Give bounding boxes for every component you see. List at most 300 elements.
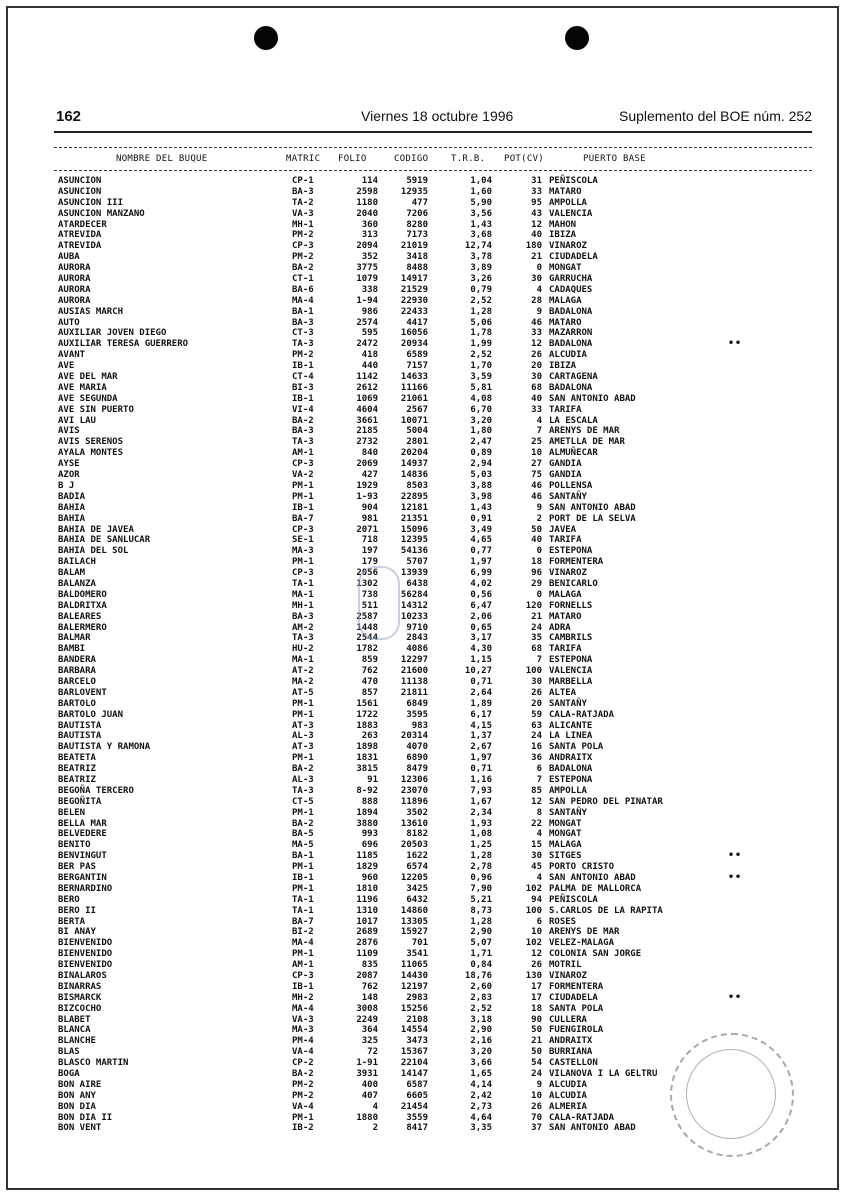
folio: 1929	[356, 480, 378, 491]
codigo: 23070	[400, 785, 428, 796]
matricula: VI-4	[292, 404, 314, 415]
matricula: VA-4	[292, 1101, 314, 1112]
folio: 2056	[356, 568, 378, 579]
puerto-base: GANDIA	[549, 459, 582, 470]
codigo: 1622	[406, 851, 428, 862]
matricula: TA-1	[292, 905, 314, 916]
potencia: 31	[531, 176, 542, 186]
trb: 1,78	[470, 328, 492, 339]
potencia: 17	[531, 981, 542, 992]
trb: 5,03	[470, 470, 492, 481]
vessel-name: BOGA	[58, 1069, 80, 1080]
puerto-base: SANTA POLA	[549, 742, 604, 753]
potencia: 12	[531, 949, 542, 960]
trb: 4,15	[470, 720, 492, 731]
puerto-base: VINAROZ	[549, 971, 587, 982]
puerto-base: ALICANTE	[549, 720, 593, 731]
folio: 418	[361, 350, 378, 361]
puerto-base: ARENYS DE MAR	[549, 426, 620, 437]
trb: 0,89	[470, 448, 492, 459]
puerto-base: CASTELLON	[549, 1058, 598, 1069]
vessel-name: BALMAR	[58, 633, 91, 644]
trb: 1,37	[470, 731, 492, 742]
potencia: 63	[531, 720, 542, 731]
trb: 1,28	[470, 306, 492, 317]
puerto-base: PEÑISCOLA	[549, 894, 598, 905]
table-row	[0, 481, 849, 492]
folio: 2094	[356, 241, 378, 252]
col-header-codigo: CODIGO	[394, 154, 429, 164]
matricula: IB-1	[292, 981, 314, 992]
puerto-base: ANDRAITX	[549, 1036, 593, 1047]
potencia: 12	[531, 796, 542, 807]
trb: 2,90	[470, 927, 492, 938]
potencia: 7	[536, 655, 542, 666]
puerto-base: MATARO	[549, 186, 582, 197]
potencia: 40	[531, 535, 542, 546]
codigo: 14312	[400, 600, 428, 611]
folio: 1017	[356, 916, 378, 927]
matricula: MA-1	[292, 589, 314, 600]
potencia: 35	[531, 633, 542, 644]
vessel-name: ATREVIDA	[58, 230, 102, 241]
potencia: 59	[531, 709, 542, 720]
folio: 1831	[356, 753, 378, 764]
vessel-name: BELVEDERE	[58, 829, 107, 840]
table-row	[0, 328, 849, 339]
puerto-base: CARTAGENA	[549, 372, 598, 383]
potencia: 0	[536, 546, 542, 557]
puerto-base: GANDIA	[549, 470, 582, 481]
matricula: PM-1	[292, 862, 314, 873]
codigo: 6438	[406, 578, 428, 589]
table-row	[0, 405, 849, 416]
codigo: 5919	[406, 176, 428, 186]
trb: 7,90	[470, 883, 492, 894]
potencia: 4	[536, 284, 542, 295]
codigo: 14147	[400, 1069, 428, 1080]
potencia: 50	[531, 1025, 542, 1036]
puerto-base: MATARO	[549, 611, 582, 622]
puerto-base: AMPOLLA	[549, 785, 587, 796]
potencia: 9	[536, 502, 542, 513]
puerto-base: SAN ANTONIO ABAD	[549, 1123, 636, 1134]
folio: 762	[361, 981, 378, 992]
trb: 2,52	[470, 1003, 492, 1014]
matricula: CP-3	[292, 241, 314, 252]
trb: 2,90	[470, 1025, 492, 1036]
trb: 2,94	[470, 459, 492, 470]
trb: 2,52	[470, 350, 492, 361]
potencia: 36	[531, 753, 542, 764]
trb: 3,98	[470, 491, 492, 502]
vessel-name: ASUNCION MANZANO	[58, 208, 145, 219]
matricula: BA-1	[292, 306, 314, 317]
vessel-name: BALERMERO	[58, 622, 107, 633]
folio: 3931	[356, 1069, 378, 1080]
vessel-name: AVE	[58, 361, 75, 372]
folio: 835	[361, 960, 378, 971]
potencia: 30	[531, 851, 542, 862]
vessel-name: AVE MARIA	[58, 382, 107, 393]
trb: 1,28	[470, 916, 492, 927]
puerto-base: MONGAT	[549, 263, 582, 274]
folio: 1-94	[356, 295, 378, 306]
codigo: 2983	[406, 992, 428, 1003]
folio: 313	[361, 230, 378, 241]
potencia: 180	[525, 241, 542, 252]
table-row	[0, 677, 849, 688]
trb: 1,43	[470, 502, 492, 513]
puerto-base: VINAROZ	[549, 241, 587, 252]
matricula: BI-2	[292, 927, 314, 938]
matricula: PM-4	[292, 1036, 314, 1047]
vessel-name: BAILACH	[58, 557, 96, 568]
matricula: TA-2	[292, 197, 314, 208]
puerto-base: VALENCIA	[549, 666, 593, 677]
codigo: 3418	[406, 252, 428, 263]
vessel-name: BINALAROS	[58, 971, 107, 982]
vessel-name: BLANCA	[58, 1025, 91, 1036]
puerto-base: TARIFA	[549, 404, 582, 415]
vessel-name: BAHIA DE SANLUCAR	[58, 535, 151, 546]
puerto-base: CIUDADELA	[549, 252, 598, 263]
codigo: 477	[411, 197, 428, 208]
folio: 1782	[356, 644, 378, 655]
col-header-pot: POT(CV)	[504, 154, 545, 164]
trb: 0,71	[470, 764, 492, 775]
codigo: 7157	[406, 361, 428, 372]
puerto-base: VINAROZ	[549, 568, 587, 579]
table-row	[0, 786, 849, 797]
folio: 4	[372, 1101, 378, 1112]
table-row	[0, 274, 849, 285]
potencia: 0	[536, 263, 542, 274]
matricula: PM-1	[292, 698, 314, 709]
codigo: 4070	[406, 742, 428, 753]
puerto-base: ESTEPONA	[549, 774, 593, 785]
codigo: 6587	[406, 1079, 428, 1090]
publication-title: Suplemento del BOE núm. 252	[618, 108, 812, 124]
codigo: 5707	[406, 557, 428, 568]
folio: 1810	[356, 883, 378, 894]
trb: 4,30	[470, 644, 492, 655]
codigo: 6574	[406, 862, 428, 873]
trb: 5,90	[470, 197, 492, 208]
matricula: PM-2	[292, 1090, 314, 1101]
puerto-base: S.CARLOS DE LA RAPITA	[549, 905, 663, 916]
trb: 3,20	[470, 1047, 492, 1058]
folio: 4604	[356, 404, 378, 415]
potencia: 9	[536, 306, 542, 317]
folio: 197	[361, 546, 378, 557]
matricula: BA-3	[292, 611, 314, 622]
folio: 762	[361, 666, 378, 677]
folio: 2249	[356, 1014, 378, 1025]
codigo: 8479	[406, 764, 428, 775]
table-row	[0, 437, 849, 448]
table-row	[0, 535, 849, 546]
matricula: TA-3	[292, 633, 314, 644]
codigo: 16056	[400, 328, 428, 339]
folio: 1-93	[356, 491, 378, 502]
potencia: 25	[531, 437, 542, 448]
matricula: MA-5	[292, 840, 314, 851]
table-row	[0, 753, 849, 764]
folio: 2544	[356, 633, 378, 644]
vessel-name: BON ANY	[58, 1090, 96, 1101]
vessel-name: BALANZA	[58, 578, 96, 589]
codigo: 8417	[406, 1123, 428, 1134]
trb: 3,89	[470, 263, 492, 274]
table-row	[0, 764, 849, 775]
table-row	[0, 176, 849, 187]
folio: 986	[361, 306, 378, 317]
codigo: 11138	[400, 676, 428, 687]
matricula: MH-1	[292, 600, 314, 611]
page-header	[56, 108, 812, 130]
codigo: 21351	[400, 513, 428, 524]
vessel-name: ASUNCION	[58, 186, 102, 197]
trb: 6,17	[470, 709, 492, 720]
trb: 5,21	[470, 894, 492, 905]
folio: 2071	[356, 524, 378, 535]
puerto-base: ALMERIA	[549, 1101, 587, 1112]
potencia: 21	[531, 1036, 542, 1047]
table-row	[0, 252, 849, 263]
vessel-name: BALDRITXA	[58, 600, 107, 611]
potencia: 33	[531, 186, 542, 197]
table-row	[0, 840, 849, 851]
matricula: PM-1	[292, 480, 314, 491]
trb: 1,43	[470, 219, 492, 230]
potencia: 30	[531, 372, 542, 383]
table-row	[0, 383, 849, 394]
folio: 148	[361, 992, 378, 1003]
matricula: IB-1	[292, 873, 314, 883]
codigo: 56284	[400, 589, 428, 600]
trb: 2,34	[470, 807, 492, 818]
vessel-name: AURORA	[58, 284, 91, 295]
matricula: BA-2	[292, 263, 314, 274]
codigo: 54136	[400, 546, 428, 557]
potencia: 10	[531, 1090, 542, 1101]
codigo: 3595	[406, 709, 428, 720]
codigo: 14937	[400, 459, 428, 470]
matricula: CP-3	[292, 971, 314, 982]
matricula: PM-2	[292, 350, 314, 361]
codigo: 13305	[400, 916, 428, 927]
folio: 2876	[356, 938, 378, 949]
potencia: 75	[531, 470, 542, 481]
codigo: 3425	[406, 883, 428, 894]
vessel-name: BARTOLO	[58, 698, 96, 709]
vessel-name: BALAM	[58, 568, 86, 579]
matricula: IB-1	[292, 502, 314, 513]
puerto-base: MAZARRON	[549, 328, 593, 339]
codigo: 14554	[400, 1025, 428, 1036]
vessel-name: BALEARES	[58, 611, 102, 622]
folio: 72	[367, 1047, 378, 1058]
puerto-base: IBIZA	[549, 361, 577, 372]
codigo: 8503	[406, 480, 428, 491]
matricula: VA-3	[292, 1014, 314, 1025]
page-number: 162	[56, 108, 82, 125]
potencia: 20	[531, 361, 542, 372]
matricula: MA-2	[292, 676, 314, 687]
matricula: BA-3	[292, 426, 314, 437]
vessel-name: BIENVENIDO	[58, 938, 113, 949]
folio: 738	[361, 589, 378, 600]
potencia: 16	[531, 742, 542, 753]
trb: 2,64	[470, 687, 492, 698]
codigo: 21061	[400, 393, 428, 404]
vessel-name: ASUNCION	[58, 176, 102, 186]
puerto-base: FORMENTERA	[549, 557, 604, 568]
vessel-name: BERO II	[58, 905, 96, 916]
table-row	[0, 350, 849, 361]
matricula: BA-2	[292, 818, 314, 829]
matricula: BA-1	[292, 851, 314, 862]
trb: 1,89	[470, 698, 492, 709]
codigo: 21600	[400, 666, 428, 677]
folio: 2069	[356, 459, 378, 470]
potencia: 18	[531, 1003, 542, 1014]
potencia: 26	[531, 960, 542, 971]
vessel-name: AVE SEGUNDA	[58, 393, 118, 404]
potencia: 24	[531, 622, 542, 633]
matricula: BA-7	[292, 916, 314, 927]
puerto-base: GARRUCHA	[549, 274, 593, 285]
codigo: 21019	[400, 241, 428, 252]
potencia: 4	[536, 873, 542, 883]
codigo: 6849	[406, 698, 428, 709]
puerto-base: AMETLLA DE MAR	[549, 437, 625, 448]
puerto-base: ALTEA	[549, 687, 577, 698]
vessel-name: AVI LAU	[58, 415, 96, 426]
matricula: AT-3	[292, 742, 314, 753]
potencia: 43	[531, 208, 542, 219]
folio: 1310	[356, 905, 378, 916]
codigo: 983	[411, 720, 428, 731]
trb: 1,25	[470, 840, 492, 851]
trb: 0,84	[470, 960, 492, 971]
table-row	[0, 971, 849, 982]
potencia: 26	[531, 687, 542, 698]
puerto-base: LA ESCALA	[549, 415, 598, 426]
matricula: PM-2	[292, 1079, 314, 1090]
folio: 2732	[356, 437, 378, 448]
vessel-name: ATREVIDA	[58, 241, 102, 252]
trb: 2,73	[470, 1101, 492, 1112]
folio: 364	[361, 1025, 378, 1036]
puerto-base: CAMBRILS	[549, 633, 593, 644]
trb: 0,77	[470, 546, 492, 557]
potencia: 40	[531, 393, 542, 404]
puerto-base: MARBELLA	[549, 676, 593, 687]
puerto-base: JAVEA	[549, 524, 577, 535]
vessel-name: BEATRIZ	[58, 764, 96, 775]
table-row	[0, 938, 849, 949]
trb: 3,66	[470, 1058, 492, 1069]
matricula: TA-1	[292, 578, 314, 589]
potencia: 100	[525, 666, 542, 677]
vessel-name: BIENVENIDO	[58, 960, 113, 971]
table-row	[0, 568, 849, 579]
vessel-name: BLANCHE	[58, 1036, 96, 1047]
folio: 888	[361, 796, 378, 807]
folio: 179	[361, 557, 378, 568]
folio: 1109	[356, 949, 378, 960]
matricula: AM-2	[292, 622, 314, 633]
puerto-base: MATARO	[549, 317, 582, 328]
codigo: 22895	[400, 491, 428, 502]
puerto-base: PEÑISCOLA	[549, 176, 598, 186]
puerto-base: ALCUDIA	[549, 1090, 587, 1101]
publication-date: Viernes 18 octubre 1996	[361, 108, 514, 124]
matricula: MA-3	[292, 546, 314, 557]
table-row	[0, 623, 849, 634]
potencia: 70	[531, 1112, 542, 1123]
vessel-name: BON DIA	[58, 1101, 96, 1112]
folio: 3008	[356, 1003, 378, 1014]
matricula: CP-3	[292, 524, 314, 535]
circular-seal-stamp	[670, 1033, 794, 1157]
table-row	[0, 230, 849, 241]
vessel-name: BER PAS	[58, 862, 96, 873]
potencia: 85	[531, 785, 542, 796]
potencia: 6	[536, 916, 542, 927]
trb: 1,15	[470, 655, 492, 666]
table-row	[0, 949, 849, 960]
puerto-base: ROSES	[549, 916, 577, 927]
trb: 3,26	[470, 274, 492, 285]
puerto-base: TARIFA	[549, 535, 582, 546]
codigo: 701	[411, 938, 428, 949]
codigo: 20204	[400, 448, 428, 459]
matricula: CP-2	[292, 1058, 314, 1069]
table-row	[0, 688, 849, 699]
trb: 0,65	[470, 622, 492, 633]
matricula: TA-3	[292, 437, 314, 448]
matricula: VA-2	[292, 470, 314, 481]
matricula: PM-1	[292, 709, 314, 720]
puerto-base: VALENCIA	[549, 208, 593, 219]
potencia: 30	[531, 676, 542, 687]
vessel-name: BERNARDINO	[58, 883, 113, 894]
vessel-name: BLASCO MARTIN	[58, 1058, 129, 1069]
vessel-name: BEATETA	[58, 753, 96, 764]
trb: 1,67	[470, 796, 492, 807]
vessel-name: AUSIAS MARCH	[58, 306, 124, 317]
vessel-name: BERO	[58, 894, 80, 905]
folio: 2040	[356, 208, 378, 219]
potencia: 21	[531, 611, 542, 622]
potencia: 54	[531, 1058, 542, 1069]
table-row	[0, 557, 849, 568]
puerto-base: CALA-RATJADA	[549, 709, 615, 720]
potencia: 10	[531, 927, 542, 938]
potencia: 96	[531, 568, 542, 579]
folio: 400	[361, 1079, 378, 1090]
table-row	[0, 459, 849, 470]
codigo: 12197	[400, 981, 428, 992]
potencia: 130	[525, 971, 542, 982]
puerto-base: BENICARLO	[549, 578, 598, 589]
table-row	[0, 285, 849, 296]
table-row	[0, 220, 849, 231]
codigo: 12181	[400, 502, 428, 513]
